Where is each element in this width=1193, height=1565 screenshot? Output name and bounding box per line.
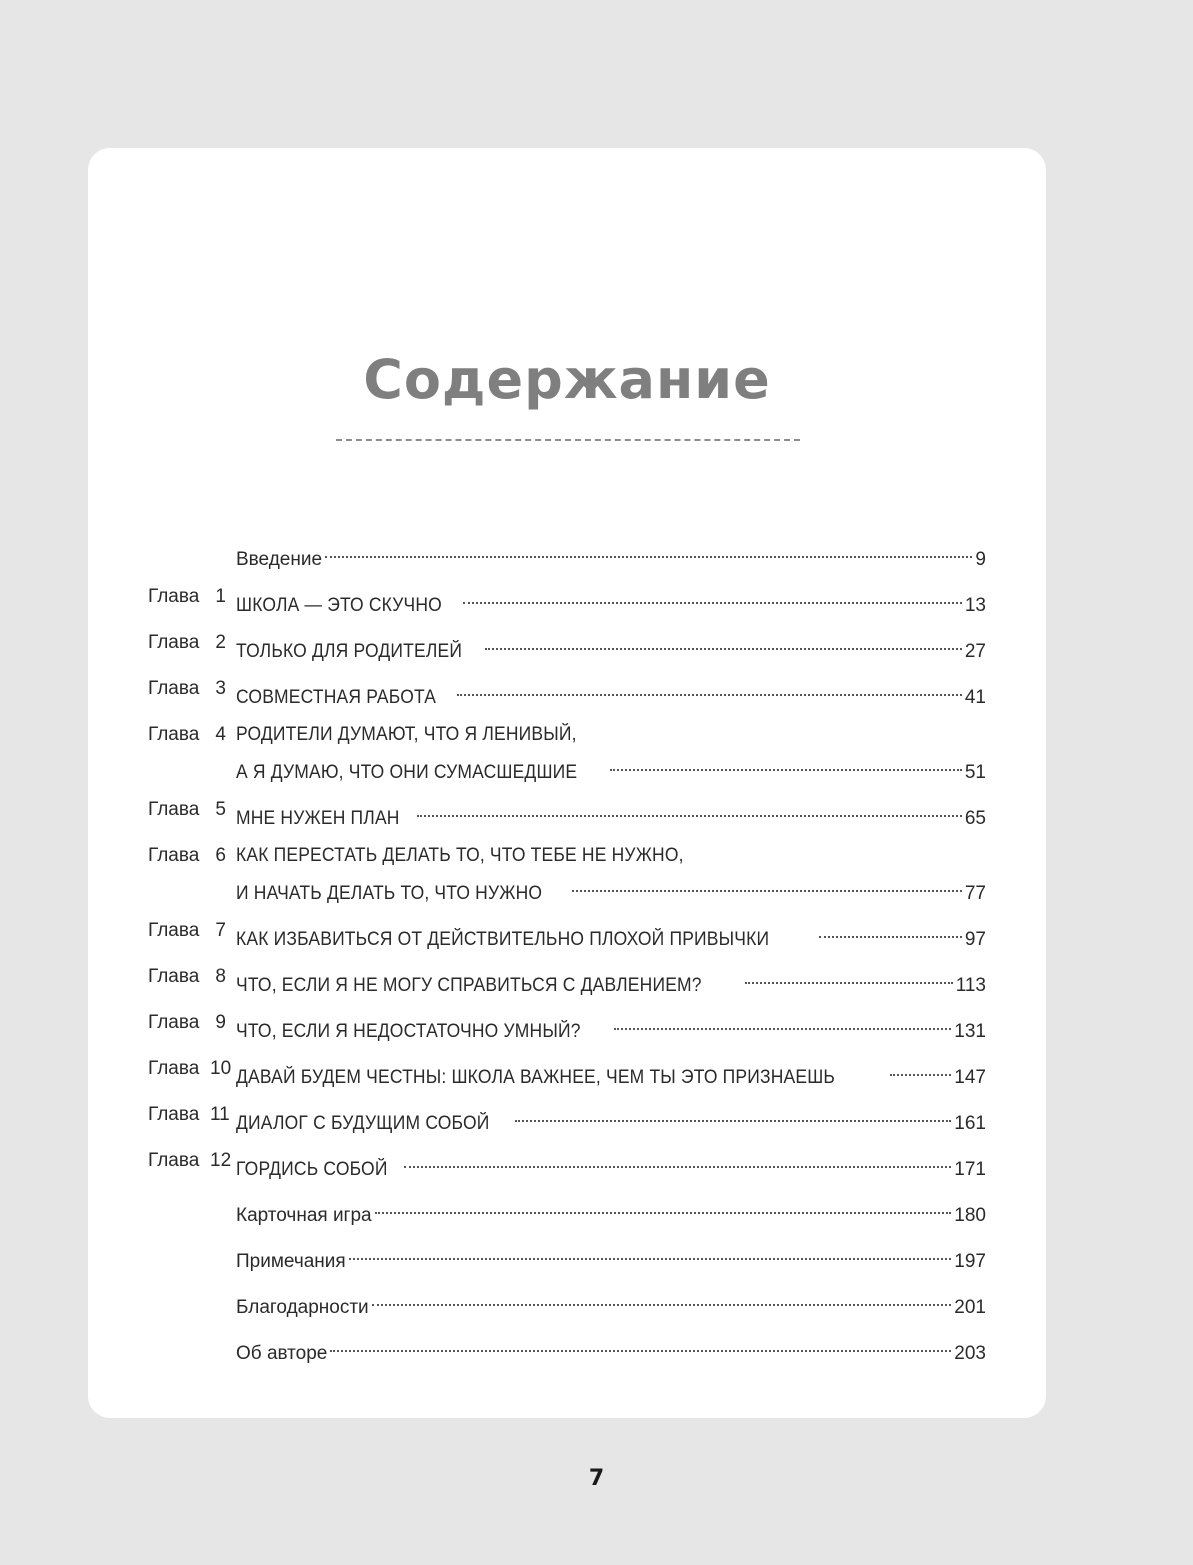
entry-body bbox=[236, 1284, 986, 1318]
entry-body bbox=[236, 1100, 986, 1134]
toc-entry bbox=[148, 1100, 986, 1134]
dot-leader bbox=[610, 749, 962, 778]
entry-line bbox=[236, 1192, 986, 1226]
chapter-number: 3 bbox=[215, 678, 226, 699]
entry-body bbox=[236, 674, 986, 708]
toc-entry bbox=[148, 1284, 986, 1318]
entry-body bbox=[236, 536, 986, 570]
toc-entry bbox=[148, 841, 986, 904]
entry-title: Примечания bbox=[236, 1251, 346, 1272]
chapter-word: Глава bbox=[148, 1012, 200, 1033]
entry-body bbox=[236, 795, 986, 829]
dot-leader bbox=[745, 962, 953, 991]
entry-line bbox=[236, 795, 986, 829]
entry-body bbox=[236, 1192, 986, 1226]
chapter-label bbox=[148, 1054, 232, 1083]
entry-body bbox=[236, 628, 986, 662]
chapter-label bbox=[148, 628, 232, 657]
entry-line bbox=[236, 749, 986, 783]
toc-entry bbox=[148, 582, 986, 616]
toc-entry bbox=[148, 1146, 986, 1180]
entry-title: СОВМЕСТНАЯ РАБОТА bbox=[236, 687, 437, 708]
entry-line bbox=[236, 1330, 986, 1364]
chapter-label bbox=[148, 720, 232, 749]
dot-leader bbox=[404, 1146, 952, 1175]
entry-line bbox=[236, 720, 986, 749]
entry-line bbox=[236, 1100, 986, 1134]
entry-page-number: 147 bbox=[954, 1067, 986, 1088]
page-title: Содержание bbox=[363, 348, 771, 411]
toc-entry bbox=[148, 1054, 986, 1088]
chapter-label bbox=[148, 1008, 232, 1037]
entry-line bbox=[236, 870, 986, 904]
entry-line bbox=[236, 1284, 986, 1318]
entry-title: ТОЛЬКО ДЛЯ РОДИТЕЛЕЙ bbox=[236, 641, 463, 662]
dot-leader bbox=[325, 536, 972, 565]
entry-line bbox=[236, 916, 986, 950]
entry-page-number: 201 bbox=[954, 1297, 986, 1318]
entry-title: ЧТО, ЕСЛИ Я НЕДОСТАТОЧНО УМНЫЙ? bbox=[236, 1021, 581, 1042]
entry-title: ШКОЛА — ЭТО СКУЧНО bbox=[236, 595, 442, 616]
entry-line bbox=[236, 582, 986, 616]
dot-leader bbox=[372, 1284, 952, 1313]
dot-leader bbox=[515, 1100, 952, 1129]
chapter-label bbox=[148, 674, 232, 703]
entry-page-number: 51 bbox=[964, 762, 986, 783]
entry-page-number: 161 bbox=[954, 1113, 986, 1134]
entry-line bbox=[236, 1054, 986, 1088]
title-divider bbox=[336, 439, 800, 441]
chapter-number: 11 bbox=[210, 1104, 230, 1125]
chapter-label bbox=[148, 795, 232, 824]
chapter-label bbox=[148, 1146, 232, 1175]
chapter-word: Глава bbox=[148, 1104, 200, 1125]
entry-line bbox=[236, 1008, 986, 1042]
entry-body bbox=[236, 962, 986, 996]
dot-leader bbox=[463, 582, 962, 611]
chapter-word: Глава bbox=[148, 724, 200, 745]
entry-body bbox=[236, 1146, 986, 1180]
entry-title: Об авторе bbox=[236, 1343, 328, 1364]
table-of-contents bbox=[148, 536, 986, 1364]
chapter-word: Глава bbox=[148, 920, 200, 941]
toc-entry bbox=[148, 962, 986, 996]
chapter-number: 6 bbox=[215, 845, 226, 866]
toc-entry bbox=[148, 536, 986, 570]
entry-title: И НАЧАТЬ ДЕЛАТЬ ТО, ЧТО НУЖНО bbox=[236, 883, 543, 904]
chapter-number: 9 bbox=[215, 1012, 226, 1033]
toc-entry bbox=[148, 1238, 986, 1272]
dot-leader bbox=[457, 674, 962, 703]
toc-entry bbox=[148, 1008, 986, 1042]
toc-entry bbox=[148, 795, 986, 829]
chapter-word: Глава bbox=[148, 632, 200, 653]
entry-page-number: 180 bbox=[954, 1205, 986, 1226]
entry-line bbox=[236, 674, 986, 708]
chapter-number: 12 bbox=[210, 1150, 232, 1171]
entry-page-number: 113 bbox=[955, 975, 986, 996]
entry-title: ЧТО, ЕСЛИ Я НЕ МОГУ СПРАВИТЬСЯ С ДАВЛЕНИЕМ? bbox=[236, 975, 702, 996]
entry-title: ДАВАЙ БУДЕМ ЧЕСТНЫ: ШКОЛА ВАЖНЕЕ, ЧЕМ ТЫ ЭТО ПРИЗНАЕШЬ bbox=[236, 1067, 836, 1088]
chapter-number: 10 bbox=[210, 1058, 232, 1079]
entry-title: РОДИТЕЛИ ДУМАЮТ, ЧТО Я ЛЕНИВЫЙ, bbox=[236, 724, 577, 745]
page-number: 7 bbox=[588, 1466, 605, 1491]
dot-leader bbox=[572, 870, 962, 899]
chapter-label bbox=[148, 916, 232, 945]
entry-line bbox=[236, 628, 986, 662]
toc-entry bbox=[148, 916, 986, 950]
dot-leader bbox=[349, 1238, 952, 1267]
dot-leader bbox=[375, 1192, 952, 1221]
entry-title: КАК ПЕРЕСТАТЬ ДЕЛАТЬ ТО, ЧТО ТЕБЕ НЕ НУЖНО, bbox=[236, 845, 684, 866]
entry-body bbox=[236, 1330, 986, 1364]
chapter-number: 1 bbox=[215, 586, 226, 607]
dot-leader bbox=[819, 916, 962, 945]
chapter-word: Глава bbox=[148, 966, 200, 987]
entry-title: Введение bbox=[236, 549, 323, 570]
toc-entry bbox=[148, 1330, 986, 1364]
entry-line bbox=[236, 536, 986, 570]
entry-title: МНЕ НУЖЕН ПЛАН bbox=[236, 808, 400, 829]
dot-leader bbox=[485, 628, 962, 657]
toc-entry bbox=[148, 674, 986, 708]
entry-page-number: 131 bbox=[954, 1021, 986, 1042]
chapter-number: 8 bbox=[215, 966, 226, 987]
entry-body bbox=[236, 720, 986, 783]
entry-page-number: 203 bbox=[954, 1343, 986, 1364]
entry-page-number: 27 bbox=[964, 641, 986, 662]
entry-line bbox=[236, 1238, 986, 1272]
entry-title: А Я ДУМАЮ, ЧТО ОНИ СУМАСШЕДШИЕ bbox=[236, 762, 578, 783]
dot-leader bbox=[330, 1330, 951, 1359]
entry-title: КАК ИЗБАВИТЬСЯ ОТ ДЕЙСТВИТЕЛЬНО ПЛОХОЙ ПРИВЫЧКИ bbox=[236, 929, 770, 950]
toc-entry bbox=[148, 1192, 986, 1226]
entry-body bbox=[236, 841, 986, 904]
entry-page-number: 65 bbox=[964, 808, 986, 829]
chapter-word: Глава bbox=[148, 678, 200, 699]
entry-body bbox=[236, 1054, 986, 1088]
entry-title: ДИАЛОГ С БУДУЩИМ СОБОЙ bbox=[236, 1113, 490, 1134]
chapter-number: 7 bbox=[215, 920, 226, 941]
chapter-word: Глава bbox=[148, 1150, 200, 1171]
entry-body bbox=[236, 582, 986, 616]
dot-leader bbox=[417, 795, 962, 824]
dot-leader bbox=[614, 1008, 952, 1037]
entry-body bbox=[236, 1238, 986, 1272]
entry-title: Благодарности bbox=[236, 1297, 369, 1318]
chapter-label bbox=[148, 582, 232, 611]
entry-page-number: 13 bbox=[964, 595, 986, 616]
chapter-word: Глава bbox=[148, 1058, 200, 1079]
chapter-word: Глава bbox=[148, 586, 200, 607]
entry-page-number: 97 bbox=[964, 929, 986, 950]
chapter-word: Глава bbox=[148, 845, 200, 866]
entry-body bbox=[236, 916, 986, 950]
entry-page-number: 9 bbox=[975, 549, 986, 570]
chapter-number: 5 bbox=[215, 799, 226, 820]
chapter-label bbox=[148, 1100, 232, 1129]
entry-line bbox=[236, 1146, 986, 1180]
entry-line bbox=[236, 962, 986, 996]
entry-title: Карточная игра bbox=[236, 1205, 372, 1226]
chapter-label bbox=[148, 841, 232, 870]
entry-page-number: 171 bbox=[954, 1159, 986, 1180]
entry-title: ГОРДИСЬ СОБОЙ bbox=[236, 1159, 388, 1180]
entry-page-number: 77 bbox=[964, 883, 986, 904]
toc-entry bbox=[148, 628, 986, 662]
toc-card bbox=[88, 148, 1046, 1418]
chapter-word: Глава bbox=[148, 799, 200, 820]
entry-page-number: 41 bbox=[964, 687, 986, 708]
toc-entry bbox=[148, 720, 986, 783]
entry-line bbox=[236, 841, 986, 870]
chapter-number: 2 bbox=[215, 632, 226, 653]
entry-body bbox=[236, 1008, 986, 1042]
entry-page-number: 197 bbox=[954, 1251, 986, 1272]
dot-leader bbox=[890, 1054, 951, 1083]
chapter-label bbox=[148, 962, 232, 991]
chapter-number: 4 bbox=[215, 724, 226, 745]
